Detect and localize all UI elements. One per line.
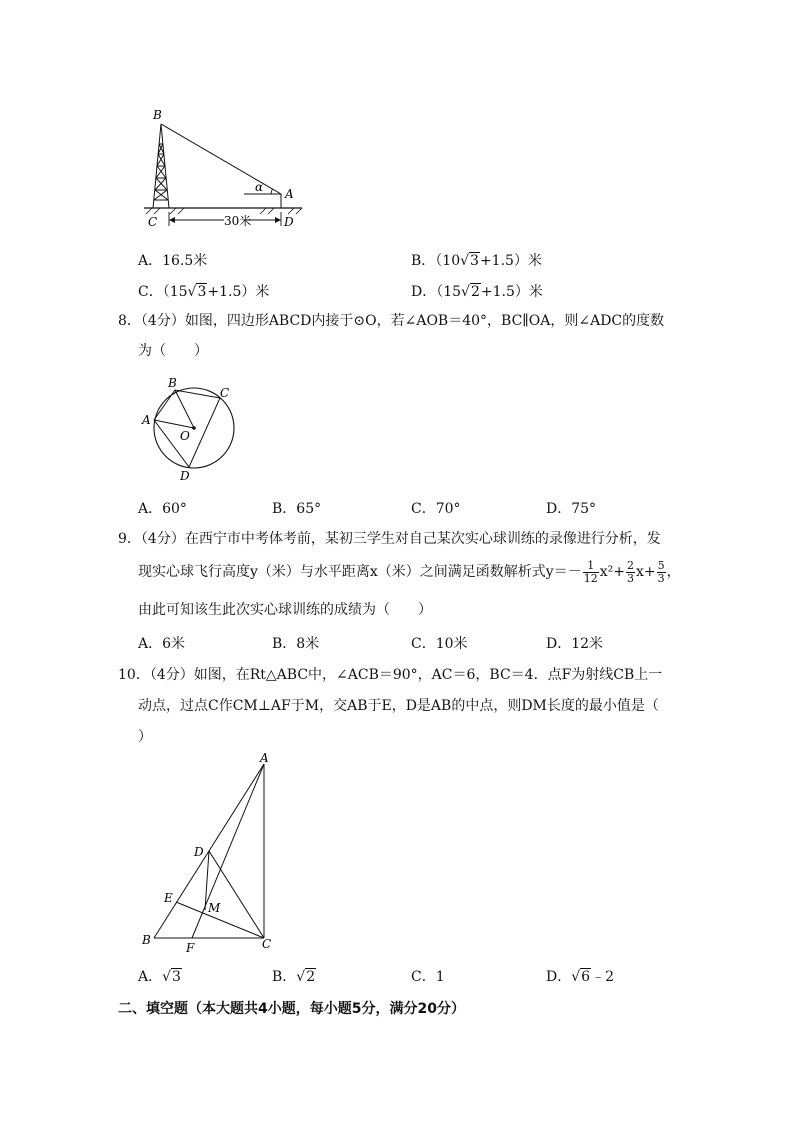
q10-label-m: M (208, 901, 221, 915)
q10-option-a[interactable]: A．√3 (138, 969, 181, 985)
q8-stem-line2: 为（ ） (138, 343, 208, 359)
q8-option-b[interactable]: B．65° (272, 501, 322, 517)
q8-figure (138, 372, 242, 482)
q9-stem-line3: 由此可知该生此次实心球训练的成绩为（ ） (138, 602, 432, 618)
q9-option-d[interactable]: D．12米 (546, 636, 604, 652)
q9-option-c[interactable]: C．10米 (411, 636, 468, 652)
q10-option-d[interactable]: D．√6﹣2 (546, 969, 614, 985)
section-2-title: 二、填空题（本大题共4小题，每小题5分，满分20分） (118, 1001, 465, 1017)
q8-option-c[interactable]: C．70° (411, 501, 461, 517)
q7-figure (140, 104, 310, 230)
q7-label-alpha: α (255, 180, 264, 194)
q8-label-b: B (168, 376, 177, 390)
q7-label-b: B (153, 108, 162, 122)
tower-shape (153, 124, 169, 208)
q10-stem-line1: 10．（4分）如图，在Rt△ABC中，∠ACB＝90°，AC＝6，BC＝4．点F为射线CB上一 (118, 667, 663, 683)
q8-label-c: C (220, 386, 230, 400)
q8-option-a[interactable]: A．60° (138, 501, 187, 517)
q9-option-a[interactable]: A．6米 (138, 636, 186, 652)
q7-option-d[interactable]: D．（15√2+1.5）米 (411, 284, 543, 300)
q8-label-d: D (180, 469, 190, 482)
q10-figure (138, 752, 288, 962)
q7-label-d: D (284, 215, 294, 229)
q8-option-d[interactable]: D．75° (546, 501, 597, 517)
q10-label-f: F (186, 941, 195, 955)
q7-label-distance: 30米 (224, 214, 252, 228)
q10-stem-line3: ） (138, 729, 152, 745)
q9-stem-line1: 9．（4分）在西宁市中考体考前，某初三学生对自己某次实心球训练的录像进行分析，发 (118, 531, 661, 547)
q8-label-a: A (142, 413, 151, 427)
q10-option-c[interactable]: C．1 (411, 969, 445, 985)
q10-label-c: C (262, 937, 272, 951)
q8-label-o: O (180, 429, 190, 443)
q9-stem-line2: 现实心球飞行高度y（米）与水平距离x（米）之间满足函数解析式y＝－ $\frac{1}{12}$ x²+ $\frac{2}{3}$ x+ $\frac{5}{3}$ ， (138, 558, 681, 585)
q9-option-b[interactable]: B．8米 (272, 636, 320, 652)
q7-option-a[interactable]: A．16.5米 (138, 253, 208, 269)
q10-option-b[interactable]: B．√2 (272, 969, 316, 985)
q10-label-e: E (164, 891, 173, 905)
q7-option-c[interactable]: C．（15√3+1.5）米 (138, 284, 270, 300)
q10-label-a: A (260, 752, 269, 765)
q8-stem-line1: 8．（4分）如图，四边形ABCD内接于⊙O，若∠AOB＝40°，BC∥OA，则∠ADC的度数 (118, 313, 665, 329)
q10-label-d: D (194, 845, 204, 859)
q10-label-b: B (142, 933, 151, 947)
q10-stem-line2: 动点，过点C作CM⊥AF于M，交AB于E，D是AB的中点，则DM长度的最小值是（ (138, 698, 659, 714)
q7-label-a: A (285, 187, 294, 201)
q7-label-c: C (148, 215, 158, 229)
q7-option-b[interactable]: B．（10√3+1.5）米 (411, 253, 542, 269)
